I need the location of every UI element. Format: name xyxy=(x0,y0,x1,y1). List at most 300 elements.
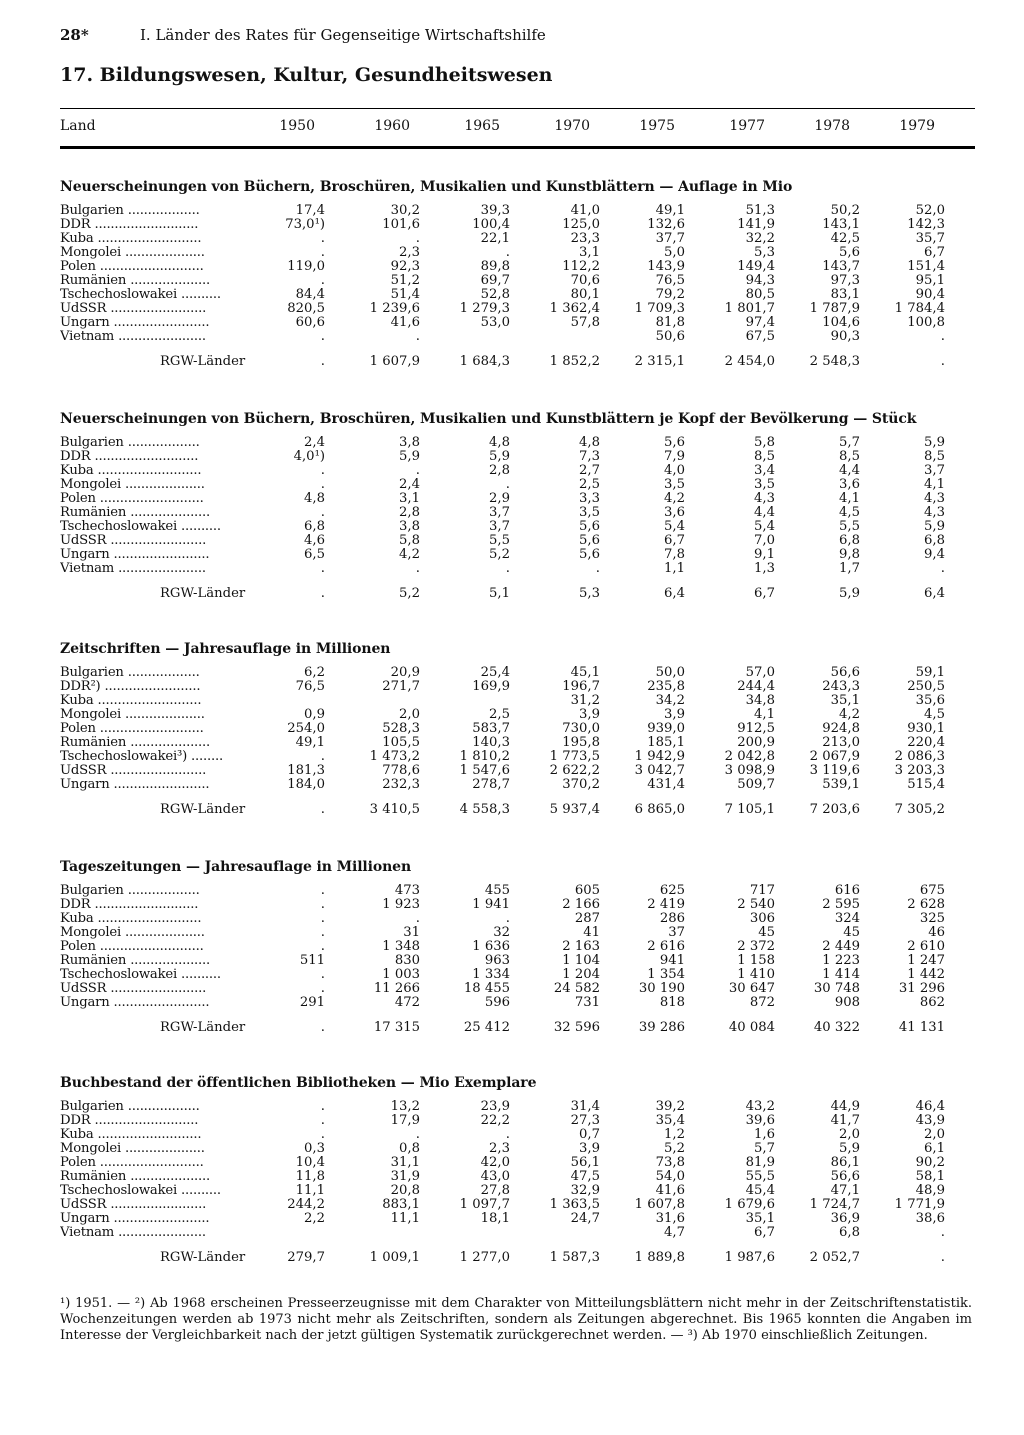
table-cell: 7,8 xyxy=(664,547,685,562)
table-row xyxy=(60,1226,975,1240)
total-cell: 7 305,2 xyxy=(894,802,945,817)
table-cell: 583,7 xyxy=(472,721,510,736)
table-cell: . xyxy=(415,1127,420,1142)
table-row xyxy=(60,778,975,792)
table-cell: 235,8 xyxy=(647,679,685,694)
total-cell: 6,7 xyxy=(754,586,775,601)
total-cell: 1 889,8 xyxy=(634,1250,685,1265)
table-cell: 5,9 xyxy=(839,1141,860,1156)
table-cell: 1 204 xyxy=(562,967,600,982)
table-cell: 1 636 xyxy=(472,939,510,954)
table-cell: 1 473,2 xyxy=(369,749,420,764)
table-cell: 79,2 xyxy=(655,287,685,302)
row-label: Tschechoslowakei³) ........ xyxy=(60,750,223,764)
table-cell: 35,1 xyxy=(745,1211,775,1226)
total-cell: 1 684,3 xyxy=(459,354,510,369)
table-cell: 151,4 xyxy=(907,259,945,274)
total-cell: . xyxy=(940,1250,945,1265)
table-cell: 143,9 xyxy=(647,259,685,274)
total-cell: 40 322 xyxy=(813,1020,860,1035)
table-cell: 3 119,6 xyxy=(809,763,860,778)
table-cell: 86,1 xyxy=(830,1155,860,1170)
total-cell: 7 105,1 xyxy=(724,802,775,817)
table-section xyxy=(60,638,975,820)
table-cell: 472 xyxy=(394,995,420,1010)
table-row xyxy=(60,330,975,344)
table-cell: 0,7 xyxy=(579,1127,600,1142)
table-cell: 23,9 xyxy=(480,1099,510,1114)
table-cell: . xyxy=(940,1225,945,1240)
total-cell: . xyxy=(320,1020,325,1035)
total-row xyxy=(60,800,975,820)
table-cell: . xyxy=(320,329,325,344)
table-cell: 31,4 xyxy=(570,1099,600,1114)
table-cell: 4,8 xyxy=(579,435,600,450)
table-column-header xyxy=(60,118,975,138)
table-cell: 4,1 xyxy=(924,477,945,492)
table-cell: 2,3 xyxy=(489,1141,510,1156)
total-cell: 5,9 xyxy=(839,586,860,601)
table-cell: 2 372 xyxy=(737,939,775,954)
table-cell: 3,7 xyxy=(924,463,945,478)
table-cell: 89,8 xyxy=(480,259,510,274)
table-cell: 3,1 xyxy=(399,491,420,506)
table-cell: 1 923 xyxy=(382,897,420,912)
table-cell: 1 097,7 xyxy=(459,1197,510,1212)
table-cell: 3 203,3 xyxy=(894,763,945,778)
table-cell: 3,9 xyxy=(579,1141,600,1156)
table-cell: 80,5 xyxy=(745,287,775,302)
table-cell: 52,0 xyxy=(915,203,945,218)
table-cell: 605 xyxy=(574,883,600,898)
row-label: Rumänien .................... xyxy=(60,506,211,520)
table-cell: . xyxy=(415,329,420,344)
table-cell: 90,3 xyxy=(830,329,860,344)
table-cell: 56,1 xyxy=(570,1155,600,1170)
table-cell: 2,3 xyxy=(399,245,420,260)
table-cell: 27,3 xyxy=(570,1113,600,1128)
table-cell: 306 xyxy=(749,911,775,926)
table-cell: 5,9 xyxy=(399,449,420,464)
table-row xyxy=(60,1156,975,1170)
table-cell: 1 771,9 xyxy=(894,1197,945,1212)
table-row xyxy=(60,954,975,968)
row-label: Mongolei .................... xyxy=(60,1142,205,1156)
table-cell: . xyxy=(320,1127,325,1142)
table-cell: 9,8 xyxy=(839,547,860,562)
table-cell: 46,4 xyxy=(915,1099,945,1114)
column-header-year: 1960 xyxy=(374,118,410,134)
table-cell: 731 xyxy=(574,995,600,1010)
row-label: Mongolei .................... xyxy=(60,926,205,940)
table-rows xyxy=(60,884,975,1010)
table-cell: 1 158 xyxy=(737,953,775,968)
table-cell: 6,8 xyxy=(304,519,325,534)
table-rows xyxy=(60,436,975,576)
table-cell: 5,8 xyxy=(399,533,420,548)
table-cell: 49,1 xyxy=(655,203,685,218)
table-cell: 70,6 xyxy=(570,273,600,288)
table-cell: 143,7 xyxy=(822,259,860,274)
table-cell: 48,9 xyxy=(915,1183,945,1198)
table-cell: . xyxy=(415,561,420,576)
table-cell: 730,0 xyxy=(562,721,600,736)
table-cell: . xyxy=(940,329,945,344)
table-cell: 4,8 xyxy=(304,491,325,506)
total-cell: 1 009,1 xyxy=(369,1250,420,1265)
row-label: Kuba .......................... xyxy=(60,232,202,246)
table-cell: 4,2 xyxy=(839,707,860,722)
section-title: 17. Bildungswesen, Kultur, Gesundheitswesen xyxy=(60,64,553,86)
total-cell: 4 558,3 xyxy=(459,802,510,817)
table-cell: 5,3 xyxy=(754,245,775,260)
total-cell: 2 052,7 xyxy=(809,1250,860,1265)
table-cell: 50,2 xyxy=(830,203,860,218)
total-cell: 1 852,2 xyxy=(549,354,600,369)
table-cell: 0,3 xyxy=(304,1141,325,1156)
table-row xyxy=(60,520,975,534)
table-row xyxy=(60,464,975,478)
table-cell: 243,3 xyxy=(822,679,860,694)
row-label: Ungarn ........................ xyxy=(60,778,210,792)
table-cell: 5,6 xyxy=(839,245,860,260)
table-cell: 1 414 xyxy=(822,967,860,982)
total-cell: 5 937,4 xyxy=(549,802,600,817)
table-cell: 45 xyxy=(758,925,775,940)
table-cell: 4,5 xyxy=(924,707,945,722)
row-label: Mongolei .................... xyxy=(60,708,205,722)
table-cell: 195,8 xyxy=(562,735,600,750)
table-cell: 883,1 xyxy=(382,1197,420,1212)
table-cell: 1 247 xyxy=(907,953,945,968)
table-cell: 232,3 xyxy=(382,777,420,792)
table-cell: 1 104 xyxy=(562,953,600,968)
table-cell: 44,9 xyxy=(830,1099,860,1114)
table-cell: 908 xyxy=(834,995,860,1010)
table-cell: 5,7 xyxy=(754,1141,775,1156)
table-cell: 18 455 xyxy=(463,981,510,996)
table-cell: 35,7 xyxy=(915,231,945,246)
table-cell: 2,0 xyxy=(924,1127,945,1142)
table-cell: 4,1 xyxy=(754,707,775,722)
table-cell: 4,5 xyxy=(839,505,860,520)
table-cell: 30 190 xyxy=(638,981,685,996)
table-cell: 271,7 xyxy=(382,679,420,694)
row-label: Rumänien .................... xyxy=(60,954,211,968)
table-cell: 4,1 xyxy=(839,491,860,506)
row-label: Rumänien .................... xyxy=(60,274,211,288)
table-cell: 912,5 xyxy=(737,721,775,736)
table-cell: 5,2 xyxy=(489,547,510,562)
table-cell: 4,0¹) xyxy=(293,449,325,464)
table-cell: 3,8 xyxy=(399,519,420,534)
table-cell: 1 363,5 xyxy=(549,1197,600,1212)
table-cell: 3,4 xyxy=(754,463,775,478)
table-cell: 7,0 xyxy=(754,533,775,548)
row-label: Bulgarien .................. xyxy=(60,666,200,680)
table-cell: 184,0 xyxy=(287,777,325,792)
table-cell: . xyxy=(415,911,420,926)
table-row xyxy=(60,492,975,506)
table-cell: 2 610 xyxy=(907,939,945,954)
row-label: DDR .......................... xyxy=(60,218,199,232)
row-label: Tschechoslowakei .......... xyxy=(60,968,221,982)
table-cell: 10,4 xyxy=(295,1155,325,1170)
table-cell: 3 042,7 xyxy=(634,763,685,778)
table-cell: 4,8 xyxy=(489,435,510,450)
table-cell: 2,0 xyxy=(399,707,420,722)
table-cell: 8,5 xyxy=(839,449,860,464)
table-cell: . xyxy=(320,273,325,288)
row-label: Rumänien .................... xyxy=(60,736,211,750)
table-cell: 47,5 xyxy=(570,1169,600,1184)
table-cell: 213,0 xyxy=(822,735,860,750)
table-cell: 5,6 xyxy=(579,533,600,548)
table-cell: 5,5 xyxy=(839,519,860,534)
table-cell: 25,4 xyxy=(480,665,510,680)
table-cell: 43,2 xyxy=(745,1099,775,1114)
table-cell: 2,8 xyxy=(489,463,510,478)
table-cell: 324 xyxy=(834,911,860,926)
total-cell: 2 454,0 xyxy=(724,354,775,369)
table-cell: 1 003 xyxy=(382,967,420,982)
table-cell: 81,8 xyxy=(655,315,685,330)
table-row xyxy=(60,1128,975,1142)
table-cell: 169,9 xyxy=(472,679,510,694)
table-cell: 39,2 xyxy=(655,1099,685,1114)
table-cell: 4,2 xyxy=(399,547,420,562)
table-section xyxy=(60,176,975,372)
table-cell: 42,0 xyxy=(480,1155,510,1170)
page-number: 28* xyxy=(60,26,89,44)
table-row xyxy=(60,680,975,694)
table-cell: 8,5 xyxy=(924,449,945,464)
row-label: Kuba .......................... xyxy=(60,694,202,708)
table-cell: . xyxy=(320,505,325,520)
table-cell: 95,1 xyxy=(915,273,945,288)
total-cell: 32 596 xyxy=(553,1020,600,1035)
table-cell: 5,6 xyxy=(579,547,600,562)
total-label: RGW-Länder xyxy=(160,802,246,817)
table-row xyxy=(60,982,975,996)
table-cell: 140,3 xyxy=(472,735,510,750)
table-cell: . xyxy=(320,561,325,576)
table-rows xyxy=(60,204,975,344)
table-cell: 41,6 xyxy=(655,1183,685,1198)
table-cell: 76,5 xyxy=(295,679,325,694)
table-cell: 1 787,9 xyxy=(809,301,860,316)
table-cell: 22,1 xyxy=(480,231,510,246)
total-cell: 6,4 xyxy=(924,586,945,601)
table-cell: 717 xyxy=(749,883,775,898)
section-heading: Neuerscheinungen von Büchern, Broschüren, Musikalien und Kunstblättern je Kopf der Bevölkerung — Stück xyxy=(60,411,917,427)
row-label: Polen .......................... xyxy=(60,260,204,274)
total-cell: . xyxy=(320,802,325,817)
table-cell: 39,3 xyxy=(480,203,510,218)
table-cell: 27,8 xyxy=(480,1183,510,1198)
table-cell: 22,2 xyxy=(480,1113,510,1128)
table-row xyxy=(60,1114,975,1128)
table-cell: 2,4 xyxy=(304,435,325,450)
table-cell: 1 679,6 xyxy=(724,1197,775,1212)
table-cell: 23,3 xyxy=(570,231,600,246)
total-cell: . xyxy=(940,354,945,369)
table-cell: 38,6 xyxy=(915,1211,945,1226)
table-cell: 2,5 xyxy=(579,477,600,492)
table-cell: . xyxy=(320,981,325,996)
table-cell: 2 419 xyxy=(647,897,685,912)
total-cell: 41 131 xyxy=(898,1020,945,1035)
table-cell: 287 xyxy=(574,911,600,926)
table-cell: 132,6 xyxy=(647,217,685,232)
table-cell: . xyxy=(320,911,325,926)
table-row xyxy=(60,750,975,764)
table-cell: 254,0 xyxy=(287,721,325,736)
table-cell: 278,7 xyxy=(472,777,510,792)
table-cell: 37,7 xyxy=(655,231,685,246)
table-row xyxy=(60,708,975,722)
table-cell: 41,7 xyxy=(830,1113,860,1128)
table-cell: 35,1 xyxy=(830,693,860,708)
total-cell: 5,3 xyxy=(579,586,600,601)
table-cell: . xyxy=(505,561,510,576)
section-heading: Neuerscheinungen von Büchern, Broschüren, Musikalien und Kunstblättern — Auflage in Mio xyxy=(60,179,793,195)
total-label: RGW-Länder xyxy=(160,586,246,601)
row-label: Bulgarien .................. xyxy=(60,204,200,218)
row-label: DDR .......................... xyxy=(60,1114,199,1128)
table-cell: . xyxy=(415,463,420,478)
table-cell: 5,5 xyxy=(489,533,510,548)
table-cell: 9,1 xyxy=(754,547,775,562)
table-cell: 1,1 xyxy=(664,561,685,576)
table-cell: 1 784,4 xyxy=(894,301,945,316)
table-cell: 104,6 xyxy=(822,315,860,330)
table-row xyxy=(60,764,975,778)
table-row xyxy=(60,302,975,316)
table-cell: 20,9 xyxy=(390,665,420,680)
total-cell: 40 084 xyxy=(728,1020,775,1035)
table-cell: 872 xyxy=(749,995,775,1010)
table-cell: 34,8 xyxy=(745,693,775,708)
table-cell: 2 622,2 xyxy=(549,763,600,778)
column-header-year: 1978 xyxy=(814,118,850,134)
table-cell: 94,3 xyxy=(745,273,775,288)
total-cell: 3 410,5 xyxy=(369,802,420,817)
table-cell: 1 547,6 xyxy=(459,763,510,778)
table-cell: 778,6 xyxy=(382,763,420,778)
table-cell: 1,7 xyxy=(839,561,860,576)
table-cell: 185,1 xyxy=(647,735,685,750)
table-row xyxy=(60,478,975,492)
table-cell: . xyxy=(320,1113,325,1128)
table-cell: 1 801,7 xyxy=(724,301,775,316)
table-cell: 141,9 xyxy=(737,217,775,232)
table-row xyxy=(60,1212,975,1226)
row-label: Kuba .......................... xyxy=(60,464,202,478)
table-cell: 59,1 xyxy=(915,665,945,680)
column-header-year: 1950 xyxy=(279,118,315,134)
table-cell: 31 296 xyxy=(898,981,945,996)
row-label: DDR .......................... xyxy=(60,450,199,464)
table-cell: 6,7 xyxy=(664,533,685,548)
table-cell: 625 xyxy=(659,883,685,898)
table-cell: 2 595 xyxy=(822,897,860,912)
table-cell: 924,8 xyxy=(822,721,860,736)
table-cell: 73,8 xyxy=(655,1155,685,1170)
table-section xyxy=(60,856,975,1038)
total-cell: 1 987,6 xyxy=(724,1250,775,1265)
table-cell: 11,1 xyxy=(295,1183,325,1198)
table-cell: 84,4 xyxy=(295,287,325,302)
table-cell: 54,0 xyxy=(655,1169,685,1184)
table-section xyxy=(60,1072,975,1268)
table-cell: 3,5 xyxy=(754,477,775,492)
table-row xyxy=(60,562,975,576)
table-cell: 244,4 xyxy=(737,679,775,694)
table-row xyxy=(60,506,975,520)
table-cell: 51,3 xyxy=(745,203,775,218)
table-cell: 196,7 xyxy=(562,679,600,694)
table-cell: 97,4 xyxy=(745,315,775,330)
table-cell: 55,5 xyxy=(745,1169,775,1184)
table-cell: 5,4 xyxy=(664,519,685,534)
row-label: Ungarn ........................ xyxy=(60,316,210,330)
table-row xyxy=(60,1184,975,1198)
table-row xyxy=(60,898,975,912)
table-cell: 1 941 xyxy=(472,897,510,912)
table-cell: 31,9 xyxy=(390,1169,420,1184)
section-heading: Buchbestand der öffentlichen Bibliotheken — Mio Exemplare xyxy=(60,1075,537,1091)
table-cell: 3 098,9 xyxy=(724,763,775,778)
row-label: UdSSR ........................ xyxy=(60,764,207,778)
table-cell: 41,6 xyxy=(390,315,420,330)
table-cell: 5,4 xyxy=(754,519,775,534)
table-cell: 39,6 xyxy=(745,1113,775,1128)
total-cell: 1 587,3 xyxy=(549,1250,600,1265)
section-heading: Tageszeitungen — Jahresauflage in Millionen xyxy=(60,859,412,875)
table-cell: 2 540 xyxy=(737,897,775,912)
table-cell: 69,7 xyxy=(480,273,510,288)
table-cell: 90,4 xyxy=(915,287,945,302)
table-cell: 3,1 xyxy=(579,245,600,260)
table-cell: 6,5 xyxy=(304,547,325,562)
table-cell: 6,7 xyxy=(754,1225,775,1240)
table-cell: 31 xyxy=(403,925,420,940)
table-cell: 963 xyxy=(484,953,510,968)
table-row xyxy=(60,666,975,680)
table-cell: 49,1 xyxy=(295,735,325,750)
table-cell: . xyxy=(320,1099,325,1114)
total-cell: 279,7 xyxy=(287,1250,325,1265)
table-cell: 83,1 xyxy=(830,287,860,302)
table-cell: 3,7 xyxy=(489,505,510,520)
table-cell: . xyxy=(505,911,510,926)
table-cell: 3,6 xyxy=(839,477,860,492)
table-cell: 1 362,4 xyxy=(549,301,600,316)
table-row xyxy=(60,316,975,330)
table-row xyxy=(60,204,975,218)
table-cell: 1 334 xyxy=(472,967,510,982)
row-label: Polen .......................... xyxy=(60,1156,204,1170)
table-cell: 4,3 xyxy=(924,491,945,506)
table-cell: 43,0 xyxy=(480,1169,510,1184)
table-cell: 17,4 xyxy=(295,203,325,218)
table-cell: 1 442 xyxy=(907,967,945,982)
table-cell: 830 xyxy=(394,953,420,968)
table-cell: 50,6 xyxy=(655,329,685,344)
table-cell: 17,9 xyxy=(390,1113,420,1128)
table-row xyxy=(60,534,975,548)
